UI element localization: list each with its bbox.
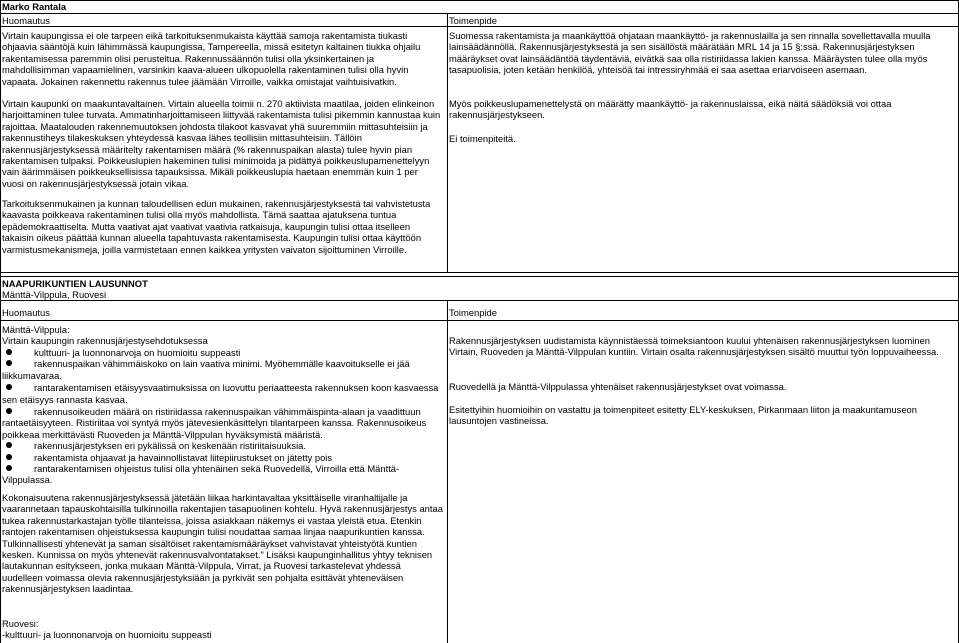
section-rule-2 xyxy=(0,276,959,277)
bullet-icon xyxy=(6,408,12,414)
column-header-huomautus: Huomautus xyxy=(2,15,50,26)
list-item: rakennusjärjestyksen eri pykälissä on keskenään ristiriitaisuuksia. xyxy=(2,440,445,451)
column-divider-top xyxy=(447,14,448,272)
top-right-paragraph-3: Ei toimenpiteitä. xyxy=(449,133,516,144)
list-item: rantarakentamisen ohjeistus tulisi olla yhtenäinen sekä Ruovedellä, Virroilla että Mänttä-Vilppulassa. xyxy=(2,463,400,486)
bottom-right-paragraph-3: Esitettyihin huomioihin on vastattu ja toimenpiteet esitetty ELY-keskuksen, Pirkanmaan liiton ja maakuntamuseon lausuntojen vastineissa. xyxy=(449,404,917,427)
intro-line-1: Mänttä-Vilppula: xyxy=(2,324,70,335)
ruovesi-label: Ruovesi: xyxy=(2,618,39,629)
list-item: kulttuuri- ja luonnonarvoja on huomioitu suppeasti xyxy=(2,347,445,358)
top-right-paragraph-1: Suomessa rakentamista ja maankäyttöä ohjataan maankäyttö- ja rakennuslailla ja sen rinnalla sovellettavalla muulla lainsäädännöllä. Rakennusjärjestyksestä ja sen sisällöstä määrätään MRL 14 ja 15 §:ssä. Rakennusjärjestyksen määräykset ovat lainsäädäntöä täydentäviä, eivätkä saa olla ristiriidassa lakien kanssa. Määräysten tulee olla myös tasapuolisia, joten ketään henkilöä, yhteisöä tai intressiryhmää ei saa asettaa eriarvoiseen asemaan. xyxy=(449,30,931,76)
bullet-icon xyxy=(6,349,12,355)
top-border xyxy=(0,0,959,1)
bottom-right-paragraph-1: Rakennusjärjestyksen uudistamista käynnistäessä toimeksiantoon kuului yhtenäisen rakennusjärjestyksen luominen Virtain, Ruoveden ja Mänttä-Vilppulan kuntiin. Virtain osalta rakennusjärjestyksen sisältö muuttui työn loppuvaiheessa. xyxy=(449,335,939,358)
list-item: rantarakentamisen etäisyysvaatimuksissa on luovuttu periaatteesta rakennuksen koon kasvaessa sen etäisyys rannasta kasvaa. xyxy=(2,382,439,405)
title-rule xyxy=(0,13,959,14)
top-left-paragraph-3: Tarkoituksenmukainen ja kunnan taloudellisen edun mukainen, rakennusjärjestyksestä tai vahvistetusta kaavasta poikkeava rakentaminen tulisi olla myös mahdollista. Tämä saattaa ajatuksena tuntua epädemokraattiselta. Mutta vaativat ajat vaativat vaativia ratkaisuja, kaupungin tulisi ottaa itselleen takaisin oikeus päättää kunnan alueella tapahtuvasta rakentamisesta. Kaupungin tulisi ottaa käyttöön varmistusmekanismeja, joilla varmistetaan ennen kaikkea yritysten vaivaton sijoittuminen Virroille. xyxy=(2,198,431,255)
top-left-paragraph-2: Virtain kaupunki on maakuntavaltainen. Virtain alueella toimii n. 270 aktiivista maatilaa, joiden elinkeinon harjoittaminen tulee turvata. Ammatinharjoittamiseen liittyvää rakentamista tulisi pikemmin kannustaa kuin rajoittaa. Maatalouden rakennemuutoksen johdosta tilakoot kasvavat yhä suuremmiin mittasuhteisiin ja rakennustiheys tilakeskuksen yhteydessä kasvaa lähes teollisiin mittasuhteisiin. Tällöin rakennusjärjestyksessä määritelty rakentamisen määrä (% rakennuspaikan alasta) tulee hyvin pian rakentamisen tulpaksi. Poikkeuslupien hakeminen tulisi minimoida ja pidättyä poikkeuslupamenettelyyn vain äärimmäisen poikkeuksellisissa tapauksissa. Mikäli poikkeuslupia haetaan enemmän kuin 1 per vuosi on rakennusjärjestyksessä jotain vikaa. xyxy=(2,98,441,189)
column-header-huomautus-2: Huomautus xyxy=(2,307,50,318)
bottom-left-paragraph-2: Kokonaisuutena rakennusjärjestyksessä jätetään liikaa harkintavaltaa yksittäiselle viranhaltijalle ja vaarannetaan tapauskohtaisilla tulkinnoilla rakentajien tasapuolinen kohtelu. Hyvä rakennusjärjestys antaa tukea rakennustarkastajan työlle tilanteissa, joissa asiakkaan näkemys ei vastaa yleistä etua. Etenkin rantojen rakentamisen ohjeistuksessa kaupungin tulisi noudattaa samaa linjaa naapurikuntien kanssa. Tulkinnallisesti yhtenevät ja saman sisältöiset rakentamismääräykset vahvistavat yhteistyötä kuntien kesken. Kunnissa on myös yhtenevät rakennusvalvontatakset." Lisäksi kaupunginhallitus yhtyy teknisen lautakunnan esitykseen, jonka mukaan Mänttä-Vilppula, Virrat, ja Ruovesi tarkastelevat yhdessä uudelleen voimassa olevia rakennusjärjestyksiään ja pyrkivät sen pohjalta esittävät yhteneväisen rakennusjärjestyksen laadintaa. xyxy=(2,492,443,595)
column-header-toimenpide-2: Toimenpide xyxy=(449,307,497,318)
column-header-toimenpide: Toimenpide xyxy=(449,15,497,26)
table-border-left xyxy=(0,0,1,643)
section-subtitle: Mänttä-Vilppula, Ruovesi xyxy=(2,289,107,300)
top-left-paragraph-1: Virtain kaupungissa ei ole tarpeen eikä tarkoituksenmukaista käyttää samoja rakentamista tiukasti ohjaavia sääntöjä kuin lähimmässä kaupungissa, Tampereella, missä esitetyn kaltainen tiukka ohjailu rakentamisessa paremmin olisi perusteltua. Rakennussäännön tulisi olla yksinkertainen ja mahdollisimman vapaamielinen, varsinkin kaava-alueen ulkopuolella rakentaminen tulisi olla hyvin vapaata. Jokainen rakennettu rakennus tulee jäämään Virroille, vaikka omistajat vaihtuisivatkin. xyxy=(2,30,421,87)
top-right-paragraph-2: Myös poikkeuslupamenettelystä on määrätty maankäyttö- ja rakennuslaissa, eikä näitä säädöksiä voi ottaa rakennusjärjestykseen. xyxy=(449,98,892,121)
column-divider-bottom xyxy=(447,301,448,643)
bullet-icon xyxy=(6,465,12,471)
section-rule-1 xyxy=(0,272,959,273)
list-item: rakentamista ohjaavat ja havainnollistavat liitepiirustukset on jätetty pois xyxy=(2,452,445,463)
bullet-icon xyxy=(6,360,12,366)
subtitle-rule xyxy=(0,300,959,301)
list-item: rakennuspaikan vähimmäiskoko on lain vaativa minimi. Myöhemmälle kaavoitukselle ei jää liikkumavaraa. xyxy=(2,358,410,381)
bullet-list xyxy=(2,347,445,486)
header-rule-bottom xyxy=(0,320,959,321)
bullet-icon xyxy=(6,442,12,448)
bullet-icon xyxy=(6,384,12,390)
person-name: Marko Rantala xyxy=(2,1,67,12)
bullet-icon xyxy=(6,454,12,460)
ruovesi-item: -kulttuuri- ja luonnonarvoja on huomioitu suppeasti xyxy=(2,629,212,640)
list-item: rakennusoikeuden määrä on ristiriidassa rakennuspaikan vähimmäispinta-alaan ja vaadittuun rantaetäisyyteen. Ristiriitaa voi syntyä myös jätevesienkäsittelyn tilantarpeen kanssa. Rakennusoikeus poikkeaa merkittävästi Ruoveden ja Mänttä-Vilppulan hyväksymistä määristä. xyxy=(2,406,427,440)
intro-line-2: Virtain kaupungin rakennusjärjestysehdotuksessa xyxy=(2,335,208,346)
section-title: NAAPURIKUNTIEN LAUSUNNOT xyxy=(2,278,148,289)
bottom-right-paragraph-2: Ruovedellä ja Mänttä-Vilppulassa yhtenäiset rakennusjärjestykset ovat voimassa. xyxy=(449,381,787,392)
